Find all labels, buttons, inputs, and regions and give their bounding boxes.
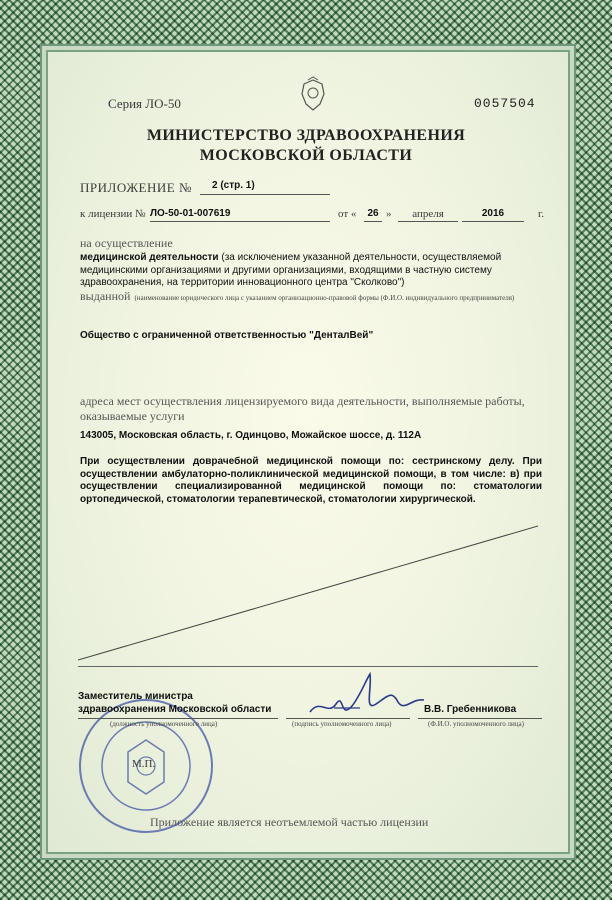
license-year-suffix: г. (538, 208, 545, 220)
ministry-title (100, 126, 512, 166)
license-date-from: от « (338, 208, 357, 220)
license-day-close: » (386, 208, 392, 220)
name-caption: (Ф.И.О. уполномоченного лица) (428, 720, 524, 728)
issued-note: (наименование юридического лица с указанием организационно-правовой формы (Ф.И.О. индивидуального предпринимателя) (134, 294, 515, 302)
signature-caption: (подпись уполномоченного лица) (292, 720, 392, 728)
license-number: ЛО-50-01-007619 (150, 208, 330, 222)
activity-intro: на осуществление (80, 236, 173, 250)
signatory-position-line2: здравоохранения Московской области (78, 704, 272, 715)
activity-details: (за исключением указанной деятельности, осуществляемой медицинскими организациями и другими организациями, входящими в частную систему здравоохранения, на территории инновационного центра "Сколково") (80, 252, 502, 288)
series-label: Серия ЛО-50 (108, 96, 181, 111)
license-prefix: к лицензии № (80, 208, 146, 220)
content-end-rule (78, 666, 538, 667)
license-month: апреля (398, 208, 458, 222)
coat-of-arms-icon (296, 76, 330, 114)
serial-number: 0057504 (474, 96, 536, 111)
address-value: 143005, Московская область, г. Одинцово, Можайское шоссе, д. 112А (80, 430, 422, 441)
blank-space-strike-line (78, 522, 538, 662)
appendix-label: ПРИЛОЖЕНИЕ № (80, 180, 192, 195)
activity-description (80, 252, 540, 290)
license-day: 26 (364, 208, 382, 222)
footer-note: Приложение является неотъемлемой частью лицензии (150, 815, 429, 829)
issued-label: выданной (80, 289, 131, 303)
signatory-position (78, 690, 271, 716)
address-label: адреса мест осуществления лицензируемого вида деятельности, выполняемые работы, оказываемые услуги (80, 394, 525, 423)
services-list: При осуществлении доврачебной медицинской помощи по: сестринскому делу. При осуществлении амбулаторно-поликлинической медицинской помощи, в том числе: в) при осуществлении специализированной медицинской помощи по: стоматологии ортопедической, стоматологии терапевтической, стоматологии хирургической. (80, 456, 542, 505)
activity-type: медицинской деятельности (80, 252, 219, 263)
handwritten-signature (300, 668, 430, 728)
position-caption: (должность уполномоченного лица) (110, 720, 218, 728)
signatory-name: В.В. Гребенникова (424, 704, 517, 715)
ministry-title-line1: МИНИСТЕРСТВО ЗДРАВООХРАНЕНИЯ (146, 127, 466, 144)
organization-name: Общество с ограниченной ответственностью "ДенталВей" (80, 330, 374, 341)
signatory-position-line1: Заместитель министра (78, 691, 193, 702)
appendix-number: 2 (стр. 1) (200, 180, 330, 195)
position-underline (78, 718, 278, 719)
ministry-title-line2: МОСКОВСКОЙ ОБЛАСТИ (199, 147, 413, 164)
license-year: 2016 (462, 208, 524, 222)
signature-underline (286, 718, 410, 719)
issued-block (80, 290, 540, 303)
name-underline (418, 718, 542, 719)
stamp-place-mark: М.П. (132, 758, 156, 770)
